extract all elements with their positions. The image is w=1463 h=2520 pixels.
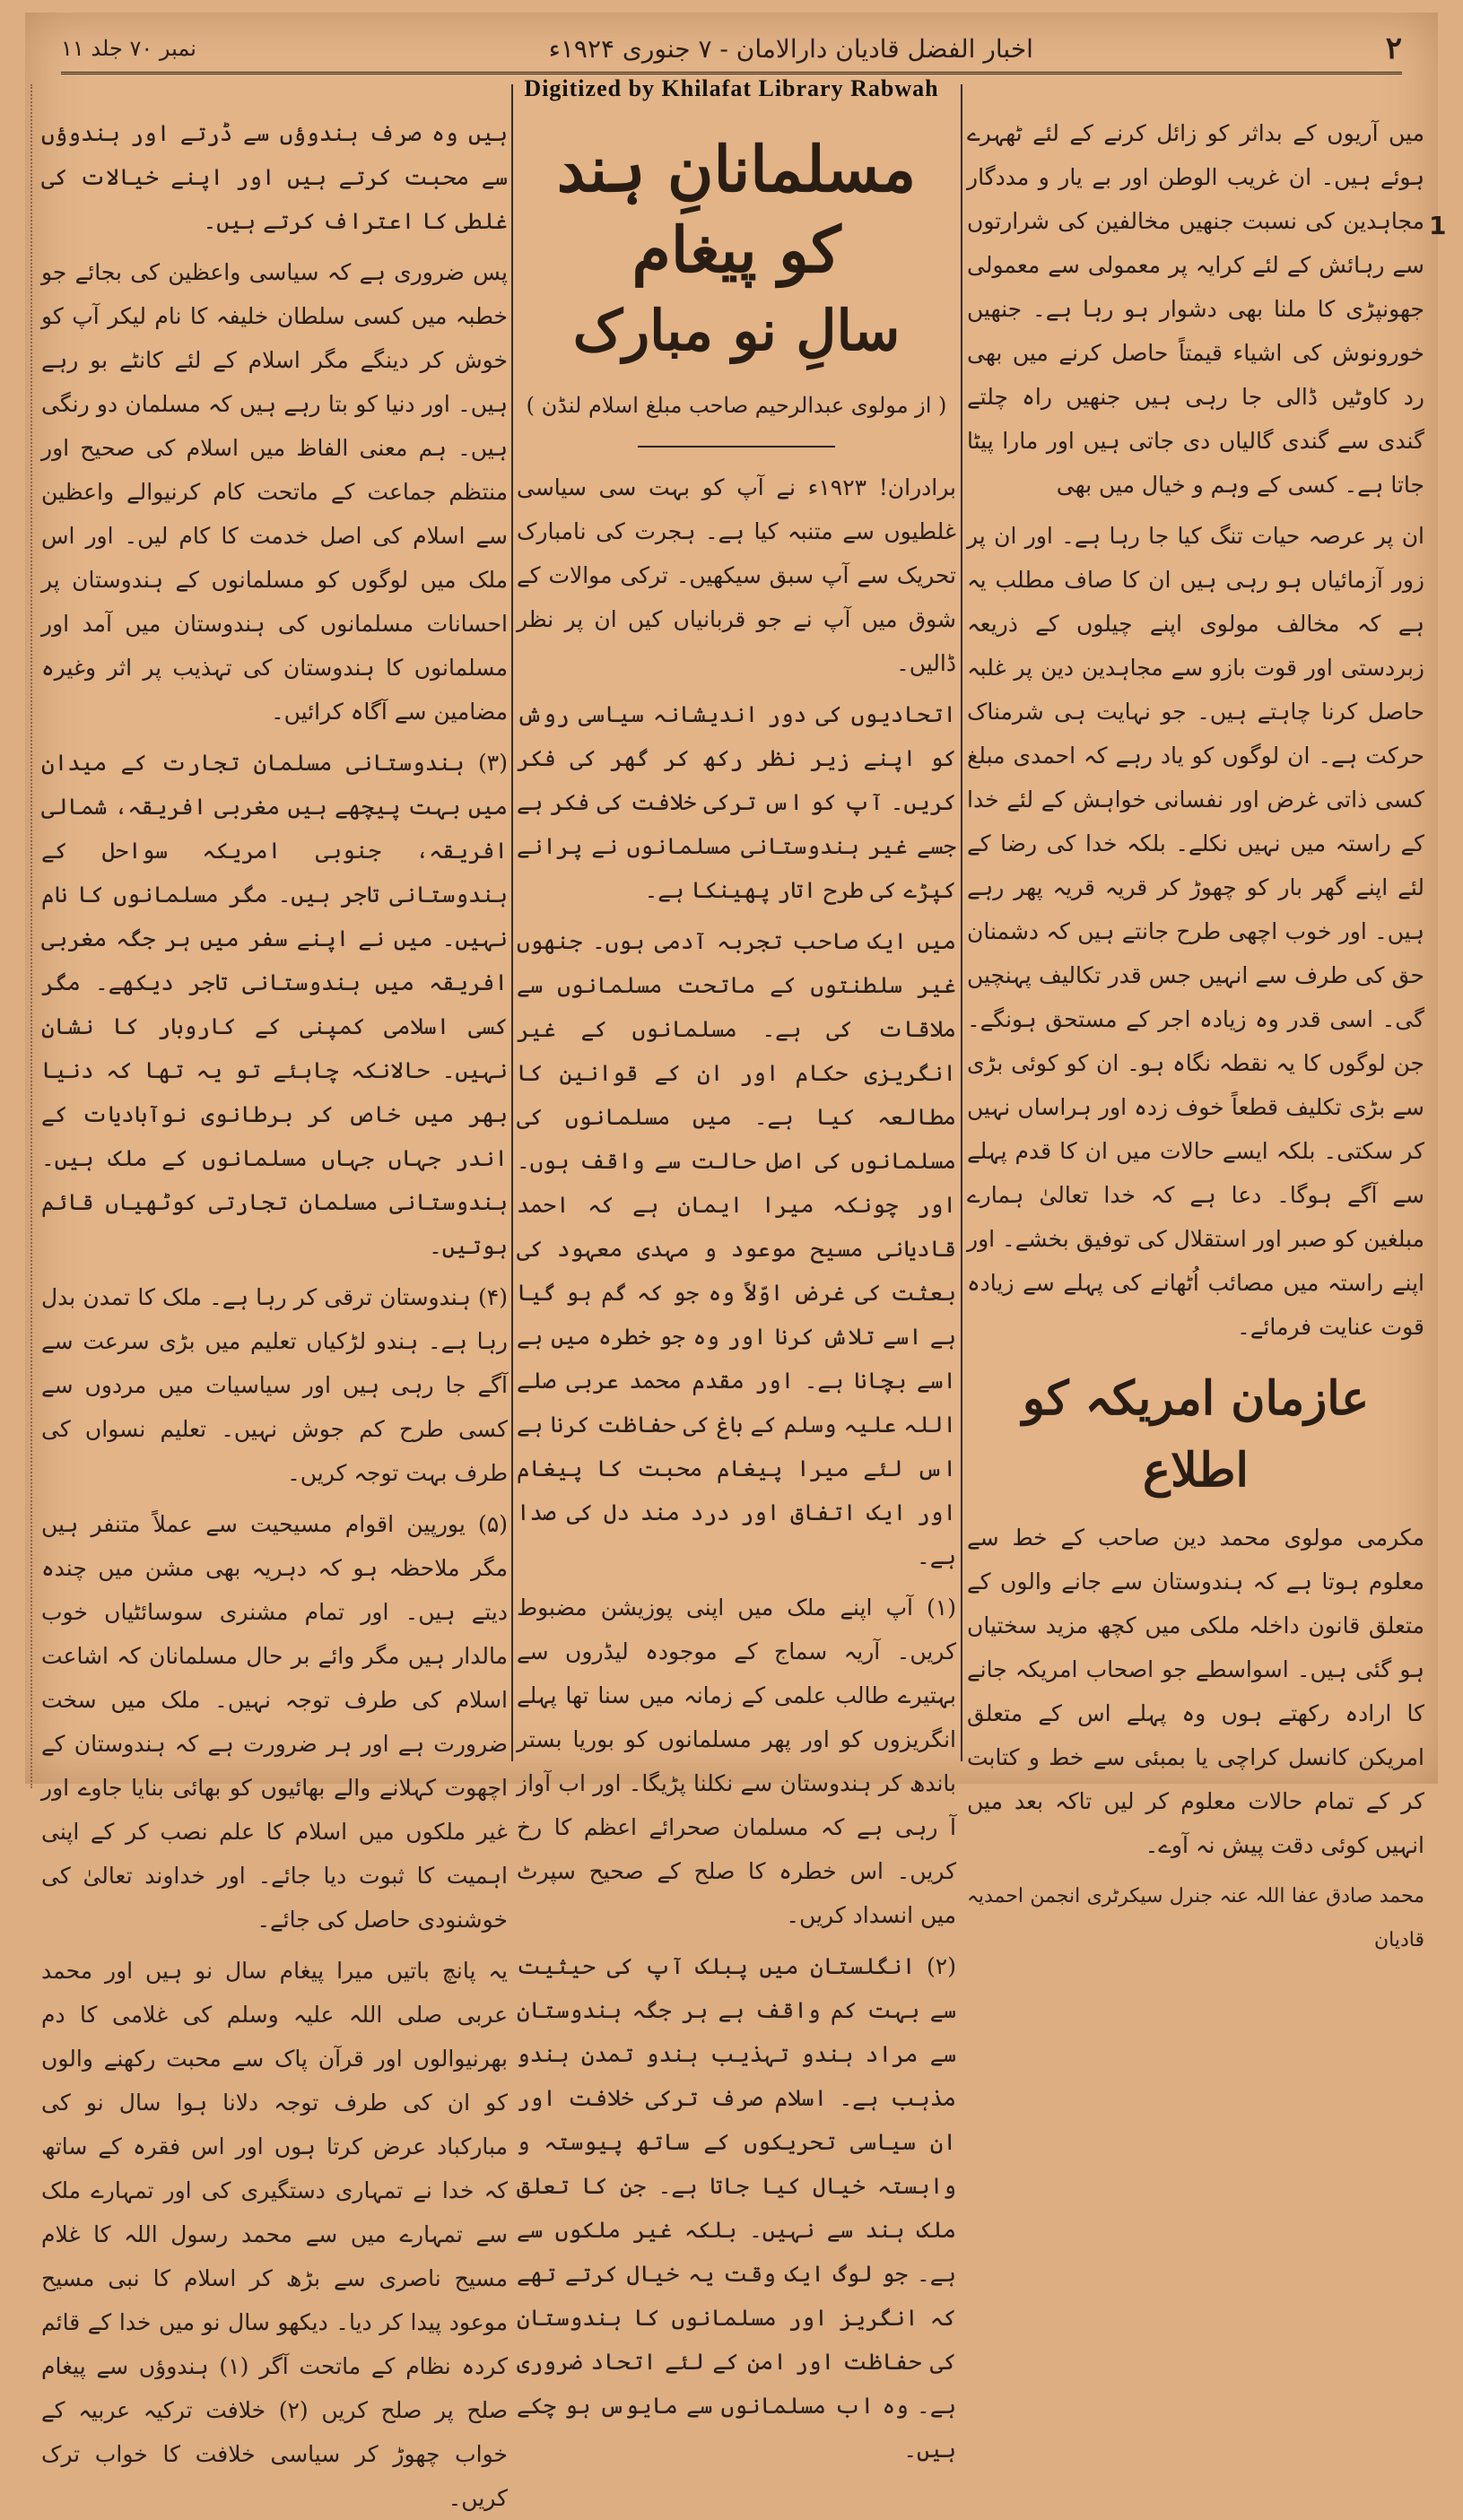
paragraph: (۳) ہندوستانی مسلمان تجارت کے میدان میں بہت پیچھے ہیں مغربی افریقہ، شمالی افریقہ، جنوبی امریکہ سواحل کے ہندوستانی تاجر ہیں۔ مگر مسلمانوں کا نام نہیں۔ میں نے اپنے سفر میں ہر جگہ مغربی افریقہ میں ہندوستانی تاجر دیکھے۔ مگر کسی اسلامی کمپنی کے کاروبار کا نشان نہیں۔ حالانکہ چاہئے تو یہ تھا کہ دنیا بھر میں خاص کر برطانوی نوآبادیات کے اندر جہاں جہاں مسلمانوں کے ملک ہیں۔ ہندوستانی مسلمان تجارتی کوٹھیاں قائم ہوتیں۔ (41, 750, 508, 1259)
paragraph: میں ایک صاحب تجربہ آدمی ہوں۔ جنھوں غیر سلطنتوں کے ماتحت مسلمانوں سے ملاقات کی ہے۔ مسلمانوں کے غیر انگریزی حکام اور ان کے قوانین کا مطالعہ کیا ہے۔ میں مسلمانوں کی مسلمانوں کی اصل حالت سے واقف ہوں۔ اور چونکہ میرا ایمان ہے کہ احمد قادیانی مسیح موعود و مہدی معہود کی بعثت کی غرض اوّلاً وہ جو کہ گم ہو گیا ہے اسے تلاش کرنا اور وہ جو خطرہ میں ہے اسے بچانا ہے۔ اور مقدم محمد عربی صلے اللہ علیہ وسلم کے باغ کی حفاظت کرنا ہے اس لئے میرا پیغام محبت کا پیغام اور ایک اتفاق اور درد مند دل کی صدا ہے۔ (517, 928, 956, 1569)
paragraph: میں آریوں کے بداثر کو زائل کرنے کے لئے ٹھہرے ہوئے ہیں۔ ان غریب الوطن اور بے یار و مددگار مجاہدین کی نسبت جنھیں مخالفین کی شرارتوں سے رہائش کے لئے کرایہ پر معمولی سے معمولی جھونپڑی کا ملنا بھی دشوار ہو رہا ہے۔ جنھیں خورونوش کی اشیاء قیمتاً حاصل کرنے میں بھی رد کاوٹیں ڈالی جا رہی ہیں جنھیں راہ چلتے گندی سے گندی گالیاں دی جاتی ہیں اور مارا پیٹا جاتا ہے۔ کسی کے وہم و خیال میں بھی (967, 120, 1424, 498)
newspaper-page (25, 13, 1438, 2511)
page-header (61, 25, 1402, 74)
column-left (41, 111, 509, 2511)
paragraph: (۵) یورپین اقوام مسیحیت سے عملاً متنفر ہیں مگر ملاحظہ ہو کہ دہریہ بھی مشن میں چندہ دیتے ہیں۔ اور تمام مشنری سوسائٹیاں خوب مالدار ہیں مگر وائے بر حال مسلمانان کہ اشاعت اسلام کی طرف توجہ نہیں۔ ملک میں سخت ضرورت ہے اور ہر ضرورت ہے کہ ہندوستان کے اچھوت کہلانے والے بھائیوں کو بھائی بنایا جاوے اور غیر ملکوں میں اسلام کا علم نصب کر کے اپنی اہمیت کا ثبوت دیا جائے۔ اور خداوند تعالیٰ کی خوشنودی حاصل کی جائے۔ (41, 1511, 508, 1933)
page-number: ۲ (1385, 30, 1402, 66)
column-divider (511, 84, 513, 1761)
paragraph: مکرمی مولوی محمد دین صاحب کے خط سے معلوم ہوتا ہے کہ ہندوستان سے جانے والوں کے متعلق قانون داخلہ ملکی میں کچھ مزید سختیاں ہو گئی ہیں۔ اسواسطے جو اصحاب امریکہ جانے کا ارادہ رکھتے ہوں وہ پہلے اس کے متعلق امریکن کانسل کراچی یا بمبئی سے خط و کتابت کر کے تمام حالات معلوم کر لیں تاکہ بعد میں انہیں کوئی دقت پیش نہ آوے۔ (967, 1525, 1424, 1858)
article-title: مسلمانانِ ہند کو پیغام (556, 132, 917, 287)
column-divider (961, 84, 962, 1761)
column-middle (517, 111, 956, 2463)
section-heading: عازمان امریکہ کو اطلاع (1022, 1371, 1370, 1498)
paragraph: یہ پانچ باتیں میرا پیغام سال نو ہیں اور محمد عربی صلی اللہ علیہ وسلم کی غلامی کا دم بھرنیوالوں اور قرآن پاک سے محبت رکھنے والوں کو ان کی طرف توجہ دلانا ہوا سال نو کی مبارکباد عرض کرتا ہوں اور اس فقرہ کے ساتھ کہ خدا نے تمہاری دستگیری کی اور تمہارے ملک سے تمہارے میں سے محمد رسول اللہ کا غلام مسیح ناصری سے بڑھ کر اسلام کا نبی مسیح موعود پیدا کر دیا۔ دیکھو سال نو میں خدا کے قائم کردہ نظام کے ماتحت آگر (۱) ہندوؤں سے پیغام صلح پر صلح کریں (۲) خلافت ترکیہ عربیہ کے خواب چھوڑ کر سیاسی خلافت کا خواب ترک کریں۔ (41, 1958, 509, 2511)
masthead: اخبار الفضل قادیان دارالامان - ۷ جنوری ۱۹۲۴ء (548, 33, 1033, 64)
article-subtitle: سالِ نو مبارک (572, 298, 901, 363)
paragraph: ہیں وہ صرف ہندوؤں سے ڈرتے اور ہندوؤں سے محبت کرتے ہیں اور اپنے خیالات کی غلطی کا اعتراف کرتے ہیں۔ (41, 120, 508, 234)
margin-number: 1 (1429, 211, 1447, 240)
divider (638, 446, 835, 448)
paragraph: (۱) آپ اپنے ملک میں اپنی پوزیشن مضبوط کریں۔ آریہ سماج کے موجودہ لیڈروں سے بہتیرے طالب علمی کے زمانہ میں سنا تھا پہلے انگریزوں کو اور پھر مسلمانوں کو بوریا بستر باندھ کر ہندوستان سے نکلنا پڑیگا۔ اور اب آواز آ رہی ہے کہ مسلمان صحرائے اعظم کا رخ کریں۔ اس خطرہ کا صلح کے صحیح سپرٹ میں انسداد کریں۔ (517, 1595, 956, 1928)
byline: ( از مولوی عبدالرحیم صاحب مبلغ اسلام لنڈن ) (526, 393, 947, 418)
column-right (967, 111, 1424, 1951)
paragraph: (۲) انگلستان میں پبلک آپ کی حیثیت سے بہت کم واقف ہے ہر جگہ ہندوستان سے مراد ہندو تہذیب ہندو تمدن ہندو مذہب ہے۔ اسلام صرف ترکی خلافت اور ان سیاسی تحریکوں کے ساتھ پیوستہ و وابستہ خیال کیا جاتا ہے۔ جن کا تعلق ملک ہند سے نہیں۔ بلکہ غیر ملکوں سے ہے۔ جو لوگ ایک وقت یہ خیال کرتے تھے کہ انگریز اور مسلمانوں کا ہندوستان کی حفاظت اور امن کے لئے اتحاد ضروری ہے۔ وہ اب مسلمانوں سے مایوس ہو چکے ہیں۔ (517, 1953, 956, 2463)
watermark: Digitized by Khilafat Library Rabwah (524, 75, 939, 101)
signature: محمد صادق عفا اللہ عنہ جنرل سیکرٹری انجمن احمدیہ قادیان (967, 1885, 1424, 1951)
paragraph: (۴) ہندوستان ترقی کر رہا ہے۔ ملک کا تمدن بدل رہا ہے۔ ہندو لڑکیاں تعلیم میں بڑی سرعت سے آگے جا رہی ہیں اور سیاسیات میں مردوں سے کسی طرح کم جوش نہیں۔ تعلیم نسواں کی طرف بہت توجہ کریں۔ (41, 1284, 508, 1486)
paragraph: ان پر عرصہ حیات تنگ کیا جا رہا ہے۔ اور ان پر زور آزمائیاں ہو رہی ہیں ان کا صاف مطلب یہ ہے کہ مخالف مولوی اپنے چیلوں کے ذریعہ زبردستی اور قوت بازو سے مجاہدین دین پر غلبہ حاصل کرنا چاہتے ہیں۔ جو نہایت ہی شرمناک حرکت ہے۔ ان لوگوں کو یاد رہے کہ احمدی مبلغ کسی ذاتی غرض اور نفسانی خواہش کے لئے خدا کے راستہ میں نہیں نکلے۔ بلکہ خدا کی رضا کے لئے اپنے گھر بار کو چھوڑ کر قریہ قریہ پھر رہے ہیں۔ اور خوب اچھی طرح جانتے ہیں کہ دشمنان حق کی طرف سے انہیں جس قدر تکالیف پہنچیں گی۔ اسی قدر وہ زیادہ اجر کے مستحق ہونگے۔ جن لوگوں کا یہ نقطہ نگاہ ہو۔ ان کو کوئی بڑی سے بڑی تکلیف قطعاً خوف زدہ اور ہراساں نہیں کر سکتی۔ بلکہ ایسے حالات میں ان کا قدم پہلے سے آگے ہوگا۔ دعا ہے کہ خدا تعالیٰ ہمارے مبلغین کو صبر اور استقلال کی توفیق بخشے۔ اور اپنے راستہ میں مصائب اُٹھانے کی پہلے سے زیادہ قوت عنایت فرمائے۔ (967, 523, 1424, 1340)
volume-number: نمبر ۷۰ جلد ۱۱ (61, 36, 196, 61)
paragraph: پس ضروری ہے کہ سیاسی واعظین کی بجائے جو خطبہ میں کسی سلطان خلیفہ کا نام لیکر آپ کو خوش کر دینگے مگر اسلام کے لئے کانٹے بو رہے ہیں۔ اور دنیا کو بتا رہے ہیں کہ مسلمان دو رنگی ہیں۔ ہم معنی الفاظ میں اسلام کی صحیح اور منتظم جماعت کے ماتحت کام کرنیوالے واعظین سے اسلام کی اصل خدمت کا کام لیں۔ اور اس ملک میں لوگوں کو مسلمانوں کے ہندوستان پر احسانات مسلمانوں کی ہندوستان میں آمد اور مسلمانوں کا ہندوستان کی تہذیب پر اثر وغیرہ مضامین سے آگاہ کرائیں۔ (41, 259, 508, 725)
paragraph: اتحادیوں کی دور اندیشانہ سیاسی روش کو اپنے زیر نظر رکھ کر گھر کی فکر کریں۔ آپ کو اس ترکی خلافت کی فکر ہے جسے غیر ہندوستانی مسلمانوں نے پرانے کپڑے کی طرح اتار پھینکا ہے۔ (517, 701, 956, 903)
paragraph: برادران! ۱۹۲۳ء نے آپ کو بہت سی سیاسی غلطیوں سے متنبہ کیا ہے۔ ہجرت کی نامبارک تحریک سے آپ سبق سیکھیں۔ ترکی موالات کے شوق میں آپ نے جو قربانیاں کیں ان پر نظر ڈالیں۔ (517, 474, 956, 676)
